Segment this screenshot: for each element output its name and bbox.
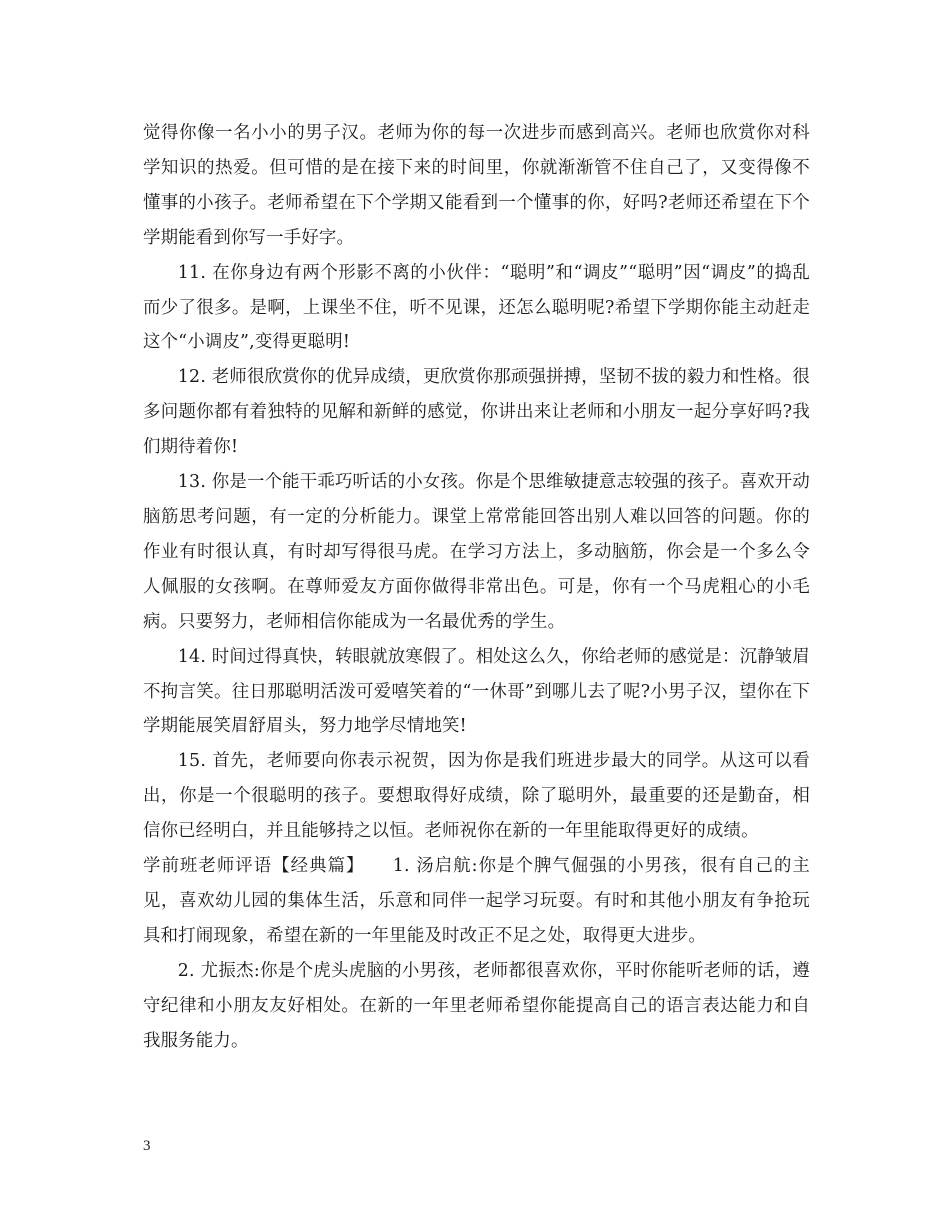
paragraph-item-2: 2. 尤振杰:你是个虎头虎脑的小男孩，老师都很喜欢你，平时你能听老师的话，遵守纪律和小朋友友好相处。在新的一年里老师希望你能提高自己的语言表达能力和自我服务能力。 <box>143 960 810 1051</box>
document-body <box>143 116 810 1058</box>
page-number: 3 <box>143 1138 151 1154</box>
paragraph-item-13: 13. 你是一个能干乖巧听话的小女孩。你是个思维敏捷意志较强的孩子。喜欢开动脑筋思考问题，有一定的分析能力。课堂上常常能回答出别人难以回答的问题。你的作业有时很认真，有时却写得很马虎。在学习方法上，多动脑筋，你会是一个多么令人佩服的女孩啊。在尊师爱友方面你做得非常出色。可是，你有一个马虎粗心的小毛病。只要努力，老师相信你能成为一名最优秀的学生。 <box>143 472 810 632</box>
paragraph-item-14: 14. 时间过得真快，转眼就放寒假了。相处这么久，你给老师的感觉是：沉静皱眉不拘言笑。往日那聪明活泼可爱嘻笑着的“一休哥”到哪儿去了呢?小男子汉，望你在下学期能展笑眉舒眉头，努力地学尽情地笑! <box>143 646 810 737</box>
paragraph-continuation: 觉得你像一名小小的男子汉。老师为你的每一次进步而感到高兴。老师也欣赏你对科学知识的热爱。但可惜的是在接下来的时间里，你就渐渐管不住自己了，又变得像不懂事的小孩子。老师希望在下个学期又能看到一个懂事的你，好吗?老师还希望在下个学期能看到你写一手好字。 <box>143 123 810 248</box>
paragraph-section-classic: 学前班老师评语【经典篇】 1. 汤启航:你是个脾气倔强的小男孩，很有自己的主见，喜欢幼儿园的集体生活，乐意和同伴一起学习玩耍。有时和其他小朋友有争抢玩具和打闹现象，希望在新的一年里能及时改正不足之处，取得更大进步。 <box>143 856 810 946</box>
paragraph-item-12: 12. 老师很欣赏你的优异成绩，更欣赏你那顽强拼搏，坚韧不拔的毅力和性格。很多问题你都有着独特的见解和新鲜的感觉，你讲出来让老师和小朋友一起分享好吗?我们期待着你! <box>143 367 810 458</box>
paragraph-item-11: 11. 在你身边有两个形影不离的小伙伴：“聪明”和“调皮”“聪明”因“调皮”的捣乱而少了很多。是啊，上课坐不住，听不见课，还怎么聪明呢?希望下学期你能主动赶走这个“小调皮”,变得更聪明! <box>143 262 810 353</box>
paragraph-item-15: 15. 首先，老师要向你表示祝贺，因为你是我们班进步最大的同学。从这可以看出，你是一个很聪明的孩子。要想取得好成绩，除了聪明外，最重要的还是勤奋，相信你已经明白，并且能够持之以恒。老师祝你在新的一年里能取得更好的成绩。 <box>143 751 810 842</box>
